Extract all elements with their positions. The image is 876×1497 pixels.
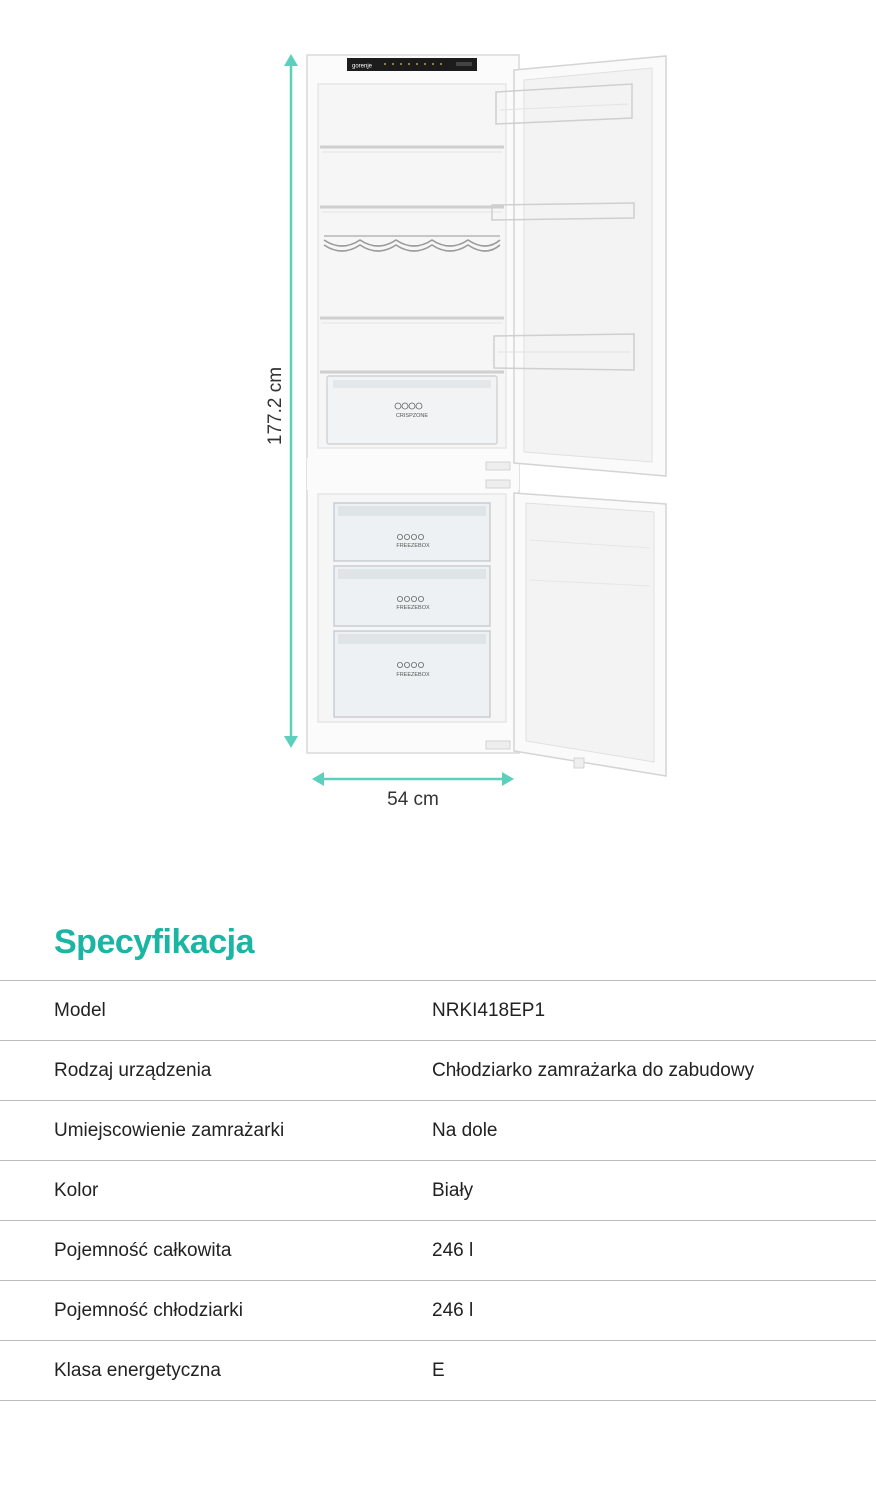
spec-label: Pojemność chłodziarki — [54, 1300, 244, 1321]
freezer-drawer-label: FREEZEBOX — [396, 605, 430, 611]
crisper-drawer — [327, 376, 497, 444]
freezer-drawer-label: FREEZEBOX — [396, 672, 430, 678]
crisper-label: CRISPZONE — [395, 413, 429, 419]
spec-value: NRKI418EP1 — [432, 1000, 546, 1021]
fridge-body — [307, 55, 519, 753]
spec-value: 246 l — [432, 1300, 474, 1321]
hinge — [486, 462, 510, 470]
spec-row-freezer-position — [0, 1101, 876, 1161]
brand-mark: gorenje — [352, 63, 373, 70]
spec-label: Klasa energetyczna — [54, 1360, 221, 1381]
upper-door — [492, 56, 666, 476]
hinge — [486, 741, 510, 749]
spec-value: Chłodziarko zamrażarka do zabudowy — [432, 1060, 755, 1081]
spec-label: Pojemność całkowita — [54, 1240, 232, 1261]
spec-table — [0, 980, 876, 1401]
spec-row-total-capacity — [0, 1221, 876, 1281]
spec-value: Na dole — [432, 1120, 498, 1141]
hinge — [486, 480, 510, 488]
freezer-drawer-label: FREEZEBOX — [396, 543, 430, 549]
spec-row-energy-class — [0, 1341, 876, 1401]
freezer-drawer — [334, 566, 490, 626]
freezer-drawer — [334, 631, 490, 717]
spec-value: E — [432, 1360, 445, 1381]
spec-section-title: Specyfikacja — [54, 923, 255, 961]
freezer-drawer — [334, 503, 490, 561]
spec-row-model — [0, 981, 876, 1041]
spec-value: Biały — [432, 1180, 474, 1201]
spec-value: 246 l — [432, 1240, 474, 1261]
lower-door — [514, 493, 666, 776]
width-dimension-arrow — [312, 772, 514, 786]
spec-row-device-type — [0, 1041, 876, 1101]
spec-row-color — [0, 1161, 876, 1221]
spec-label: Rodzaj urządzenia — [54, 1060, 212, 1081]
spec-label: Kolor — [54, 1180, 99, 1201]
spec-label: Umiejscowienie zamrażarki — [54, 1120, 285, 1141]
height-dimension-label: 177.2 cm — [265, 366, 286, 446]
spec-label: Model — [54, 1000, 106, 1021]
width-dimension-label: 54 cm — [387, 789, 439, 810]
spec-row-fridge-capacity — [0, 1281, 876, 1341]
